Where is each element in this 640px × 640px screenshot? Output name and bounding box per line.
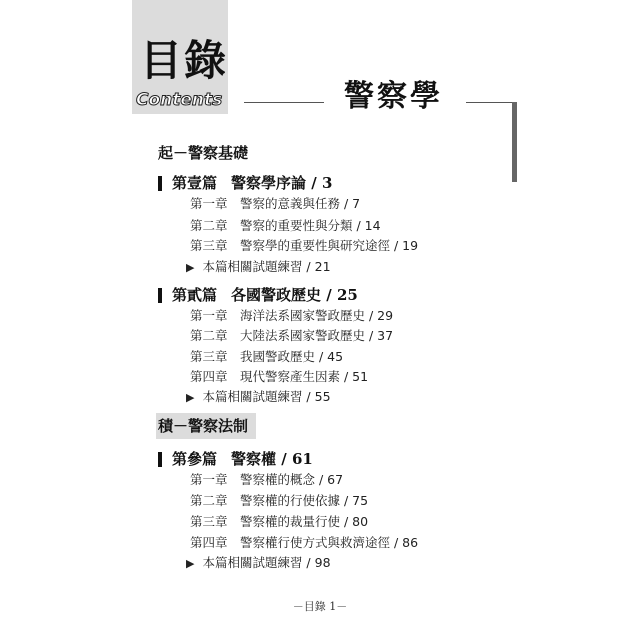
page-subtitle: Contents	[136, 90, 223, 110]
chapter-entry[interactable]	[190, 495, 368, 508]
chapter-number: 第三章	[190, 238, 228, 253]
chapter-entry[interactable]	[190, 351, 343, 364]
part-number: 第壹篇	[172, 174, 218, 192]
chapter-number: 第三章	[190, 514, 228, 529]
chapter-title: 警察的意義與任務 / 7	[239, 196, 361, 211]
part-number: 第貳篇	[172, 286, 218, 304]
chapter-title: 警察權的行使依據 / 75	[239, 493, 369, 508]
practice-entry[interactable]	[186, 261, 331, 274]
chapter-number: 第二章	[190, 328, 228, 343]
chapter-number: 第二章	[190, 493, 228, 508]
part-title: 各國警政歷史 / 25	[231, 286, 358, 304]
chapter-number: 第三章	[190, 349, 228, 364]
chapter-entry[interactable]	[190, 220, 381, 233]
practice-entry[interactable]	[186, 557, 331, 570]
part-marker	[158, 452, 162, 467]
chapter-number: 第一章	[190, 472, 228, 487]
title-rule-right	[466, 102, 512, 103]
chapter-number: 第二章	[190, 218, 228, 233]
practice-entry[interactable]	[186, 391, 331, 404]
chapter-title: 現代警察產生因素 / 51	[239, 369, 369, 384]
part-marker	[158, 176, 162, 191]
section-heading: 起－警察基礎	[158, 144, 249, 162]
part-title: 警察學序論 / 3	[231, 174, 333, 192]
chapter-entry[interactable]	[190, 310, 393, 323]
part-heading[interactable]	[158, 452, 313, 467]
page-footer: －目錄 1－	[292, 600, 348, 613]
chapter-entry[interactable]	[190, 537, 418, 550]
page-title: 目錄	[140, 36, 229, 85]
part-title: 警察權 / 61	[231, 450, 313, 468]
play-triangle-icon: ▶	[186, 261, 195, 274]
chapter-title: 警察學的重要性與研究途徑 / 19	[239, 238, 419, 253]
chapter-entry[interactable]	[190, 240, 418, 253]
book-title: 警察學	[344, 79, 443, 114]
chapter-number: 第四章	[190, 369, 228, 384]
chapter-entry[interactable]	[190, 516, 368, 529]
section-heading: 積－警察法制	[158, 417, 249, 435]
chapter-number: 第四章	[190, 535, 228, 550]
chapter-title: 海洋法系國家警政歷史 / 29	[239, 308, 394, 323]
chapter-title: 大陸法系國家警政歷史 / 37	[239, 328, 394, 343]
title-rule-left	[244, 102, 324, 103]
chapter-entry[interactable]	[190, 198, 360, 211]
chapter-entry[interactable]	[190, 330, 393, 343]
part-heading[interactable]	[158, 288, 358, 303]
chapter-title: 警察的重要性與分類 / 14	[239, 218, 381, 233]
practice-title: 本篇相關試題練習 / 21	[202, 259, 331, 274]
part-marker	[158, 288, 162, 303]
chapter-title: 我國警政歷史 / 45	[239, 349, 344, 364]
part-number: 第參篇	[172, 450, 218, 468]
chapter-number: 第一章	[190, 196, 228, 211]
side-bar-decoration	[512, 102, 517, 182]
chapter-entry[interactable]	[190, 474, 343, 487]
play-triangle-icon: ▶	[186, 391, 195, 404]
chapter-number: 第一章	[190, 308, 228, 323]
chapter-entry[interactable]	[190, 371, 368, 384]
practice-title: 本篇相關試題練習 / 55	[202, 389, 331, 404]
chapter-title: 警察權行使方式與救濟途徑 / 86	[239, 535, 419, 550]
chapter-title: 警察權的裁量行使 / 80	[239, 514, 369, 529]
practice-title: 本篇相關試題練習 / 98	[202, 555, 331, 570]
chapter-title: 警察權的概念 / 67	[239, 472, 344, 487]
play-triangle-icon: ▶	[186, 557, 195, 570]
part-heading[interactable]	[158, 176, 332, 191]
